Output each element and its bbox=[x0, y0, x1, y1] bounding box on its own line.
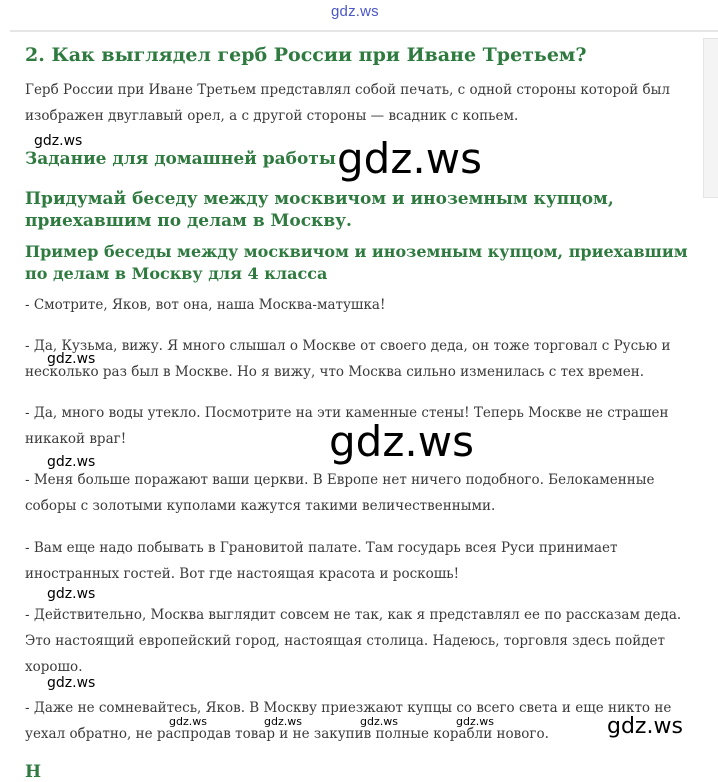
homework-heading: Задание для домашней работы bbox=[25, 149, 336, 169]
dialogue-line: никакой враг! bbox=[25, 431, 127, 447]
watermark: gdz.ws bbox=[360, 715, 398, 728]
example-heading-line-2: по делам в Москву для 4 класса bbox=[25, 264, 328, 283]
dialogue-line: хорошо. bbox=[25, 659, 83, 675]
watermark: gdz.ws bbox=[47, 351, 96, 367]
question-heading: 2. Как выглядел герб России при Иване Третьем? bbox=[25, 44, 587, 66]
example-heading-line-1: Пример беседы между москвичом и иноземным купцом, приехавшим bbox=[25, 242, 688, 261]
dialogue-line: иностранных гостей. Вот где настоящая красота и роскошь! bbox=[25, 566, 460, 582]
dialogue-line: - Меня больше поражают ваши церкви. В Европе нет ничего подобного. Белокаменные bbox=[25, 472, 655, 488]
dialogue-line: соборы с золотыми куполами кажутся такими величественными. bbox=[25, 498, 496, 514]
dialogue-line: уехал обратно, не распродав товар и не закупив полные корабли нового. bbox=[25, 726, 549, 742]
watermark: gdz.ws bbox=[34, 133, 83, 149]
watermark: gdz.ws bbox=[47, 454, 96, 470]
dialogue-line: - Даже не сомневайтесь, Яков. В Москву приезжают купцы со всего света и еще никто не bbox=[25, 700, 672, 716]
answer-line-1: Герб России при Иване Третьем представлял собой печать, с одной стороны которой был bbox=[25, 82, 670, 98]
answer-line-2: изображен двуглавый орел, а с другой стороны — всадник с копьем. bbox=[25, 108, 519, 124]
dialogue-line: Это настоящий европейский город, настоящая столица. Надеюсь, торговля здесь пойдет bbox=[25, 633, 665, 649]
watermark: gdz.ws bbox=[169, 715, 207, 728]
cutoff-heading: Н bbox=[25, 762, 42, 782]
watermark: gdz.ws bbox=[47, 586, 96, 602]
dialogue-line: - Смотрите, Яков, вот она, наша Москва-матушка! bbox=[25, 297, 386, 313]
dialogue-line: несколько раз был в Москве. Но я вижу, что Москва сильно изменилась с тех времен. bbox=[25, 364, 645, 380]
site-logo[interactable]: gdz.ws bbox=[331, 3, 379, 20]
task-heading-line-2: приехавшим по делам в Москву. bbox=[25, 211, 352, 231]
dialogue-line: - Да, Кузьма, вижу. Я много слышал о Москве от своего деда, он тоже торговал с Русью и bbox=[25, 338, 671, 354]
watermark: gdz.ws bbox=[264, 715, 302, 728]
watermark: gdz.ws bbox=[329, 417, 474, 466]
watermark: gdz.ws bbox=[47, 675, 96, 691]
dialogue-line: - Действительно, Москва выглядит совсем не так, как я представлял ее по рассказам деда. bbox=[25, 607, 682, 623]
watermark: gdz.ws bbox=[607, 714, 683, 739]
top-bar bbox=[0, 0, 718, 30]
watermark: gdz.ws bbox=[456, 715, 494, 728]
dialogue-line: - Вам еще надо побывать в Грановитой палате. Там государь всея Руси принимает bbox=[25, 540, 618, 556]
task-heading-line-1: Придумай беседу между москвичом и иноземным купцом, bbox=[25, 189, 614, 209]
side-panel-edge bbox=[703, 38, 718, 198]
watermark: gdz.ws bbox=[337, 134, 482, 183]
frame-divider bbox=[10, 30, 718, 32]
dialogue-line: - Да, много воды утекло. Посмотрите на эти каменные стены! Теперь Москве не страшен bbox=[25, 405, 669, 421]
